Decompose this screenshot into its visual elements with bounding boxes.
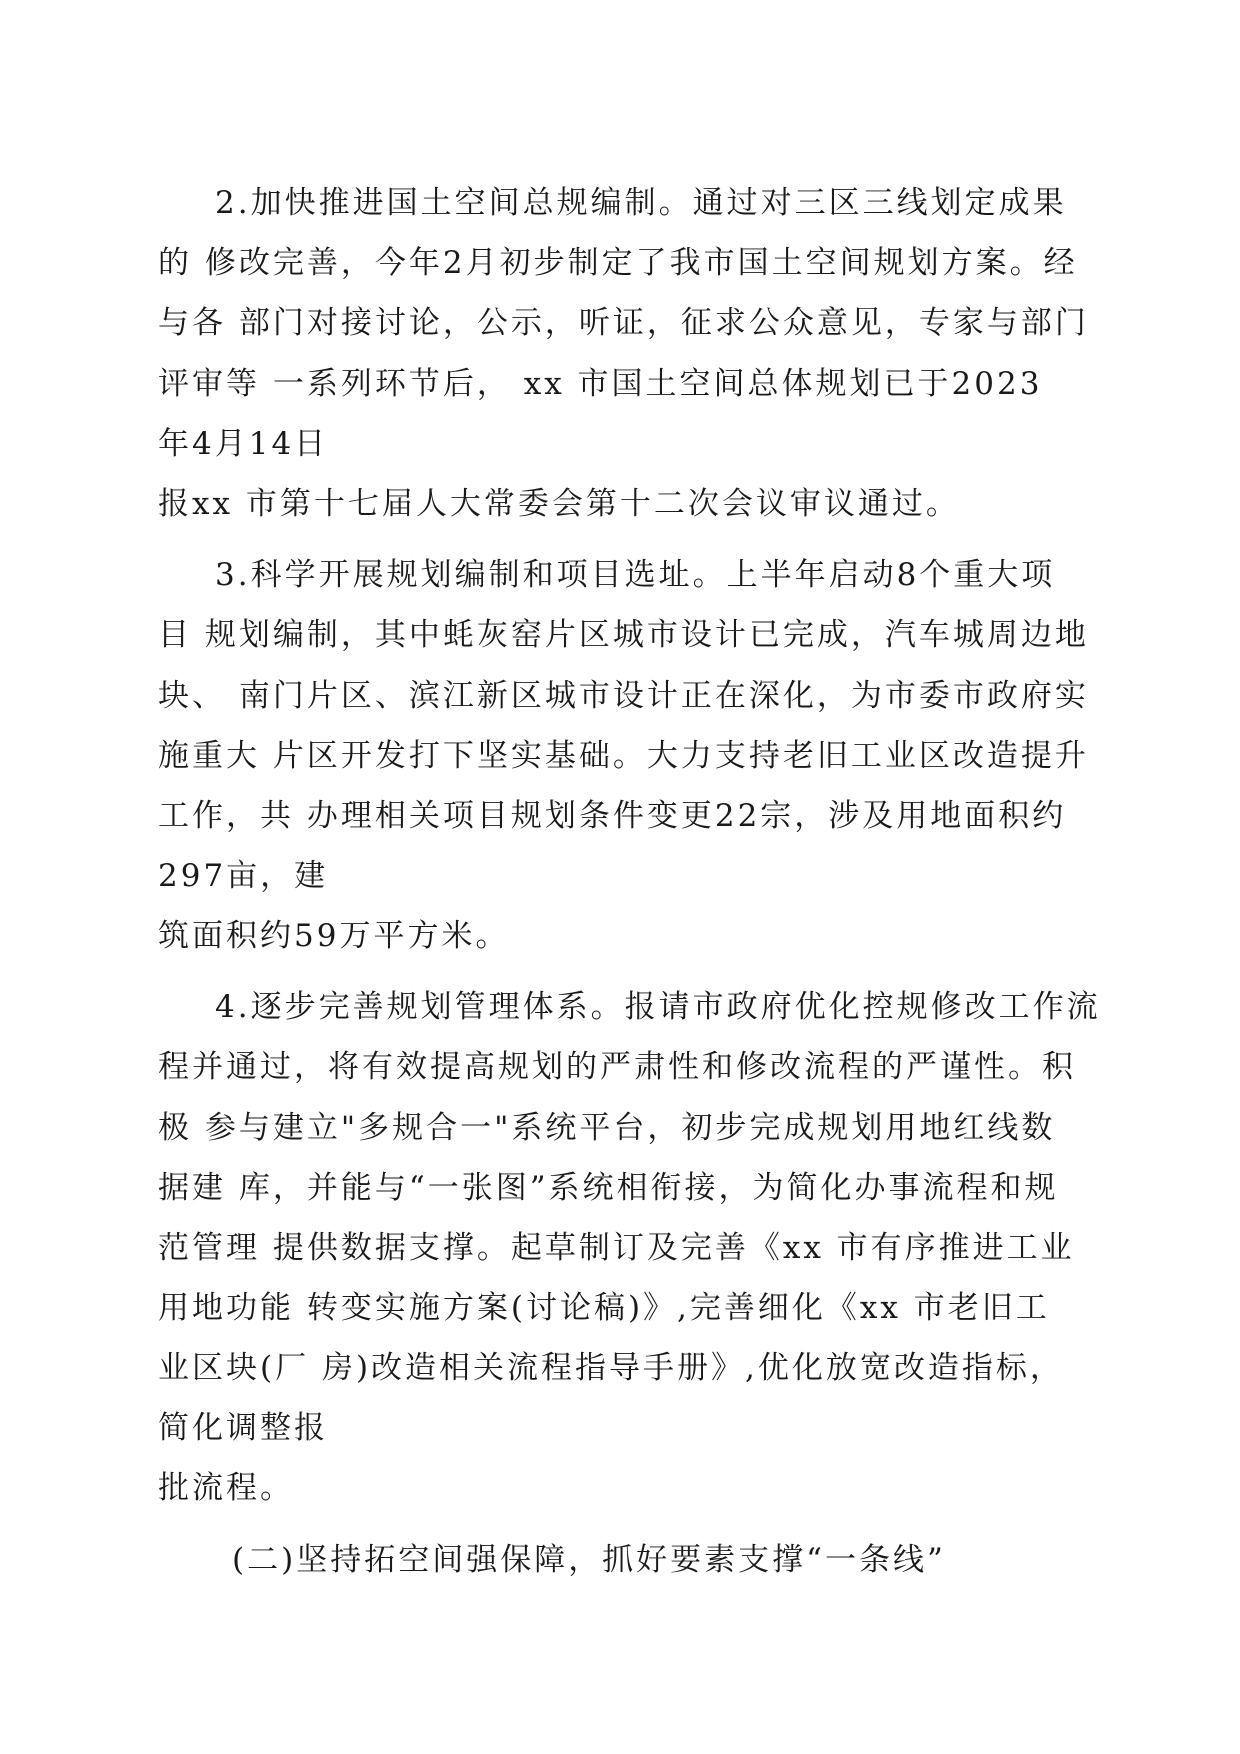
text-line: 筑面积约59万平方米。 (158, 918, 510, 954)
text-line: 程并通过，将有效提高规划的严肃性和修改流程的严谨性。积 (158, 1049, 1076, 1085)
text-line: 报xx 市第十七届人大常委会第十二次会议审议通过。 (158, 486, 960, 522)
text-line: 3.科学开展规划编制和项目选址。上半年启动8个重大项 (215, 557, 1056, 593)
text-line: 297亩，建 (158, 858, 329, 894)
text-line: 与各 部门对接讨论，公示，听证，征求公众意见，专家与部门 (158, 305, 1089, 341)
text-line: 4.逐步完善规划管理体系。报请市政府优化控规修改工作流 (215, 989, 1101, 1025)
text-line: 范管理 提供数据支撑。起草制订及完善《xx 市有序推进工业 (158, 1230, 1075, 1266)
text-line: 简化调整报 (158, 1410, 328, 1446)
text-line: 极 参与建立"多规合一"系统平台，初步完成规划用地红线数 (158, 1110, 1056, 1146)
text-line: 用地功能 转变实施方案(讨论稿)》,完善细化《xx 市老旧工 (158, 1290, 1050, 1326)
text-line: 评审等 一系列环节后， xx 市国土空间总体规划已于2023 (158, 366, 1043, 402)
section-heading: (二)坚持拓空间强保障，抓好要素支撑“一条线” (232, 1542, 946, 1578)
text-line: 的 修改完善，今年2月初步制定了我市国土空间规划方案。经 (158, 245, 1078, 281)
text-line: 工作，共 办理相关项目规划条件变更22宗，涉及用地面积约 (158, 798, 1067, 834)
text-line: 块、 南门片区、滨江新区城市设计正在深化，为市委市政府实 (158, 678, 1089, 714)
text-line: 施重大 片区开发打下坚实基础。大力支持老旧工业区改造提升 (158, 738, 1089, 774)
text-line: 目 规划编制，其中蚝灰窑片区城市设计已完成，汽车城周边地 (158, 617, 1089, 653)
text-line: 年4月14日 (158, 426, 329, 462)
text-line: 2.加快推进国土空间总规编制。通过对三区三线划定成果 (215, 185, 1067, 221)
text-line: 批流程。 (158, 1470, 294, 1506)
text-line: 业区块(厂 房)改造相关流程指导手册》,优化放宽改造指标， (158, 1350, 1064, 1386)
text-line: 据建 库，并能与“一张图”系统相衔接，为简化办事流程和规 (158, 1170, 1059, 1206)
